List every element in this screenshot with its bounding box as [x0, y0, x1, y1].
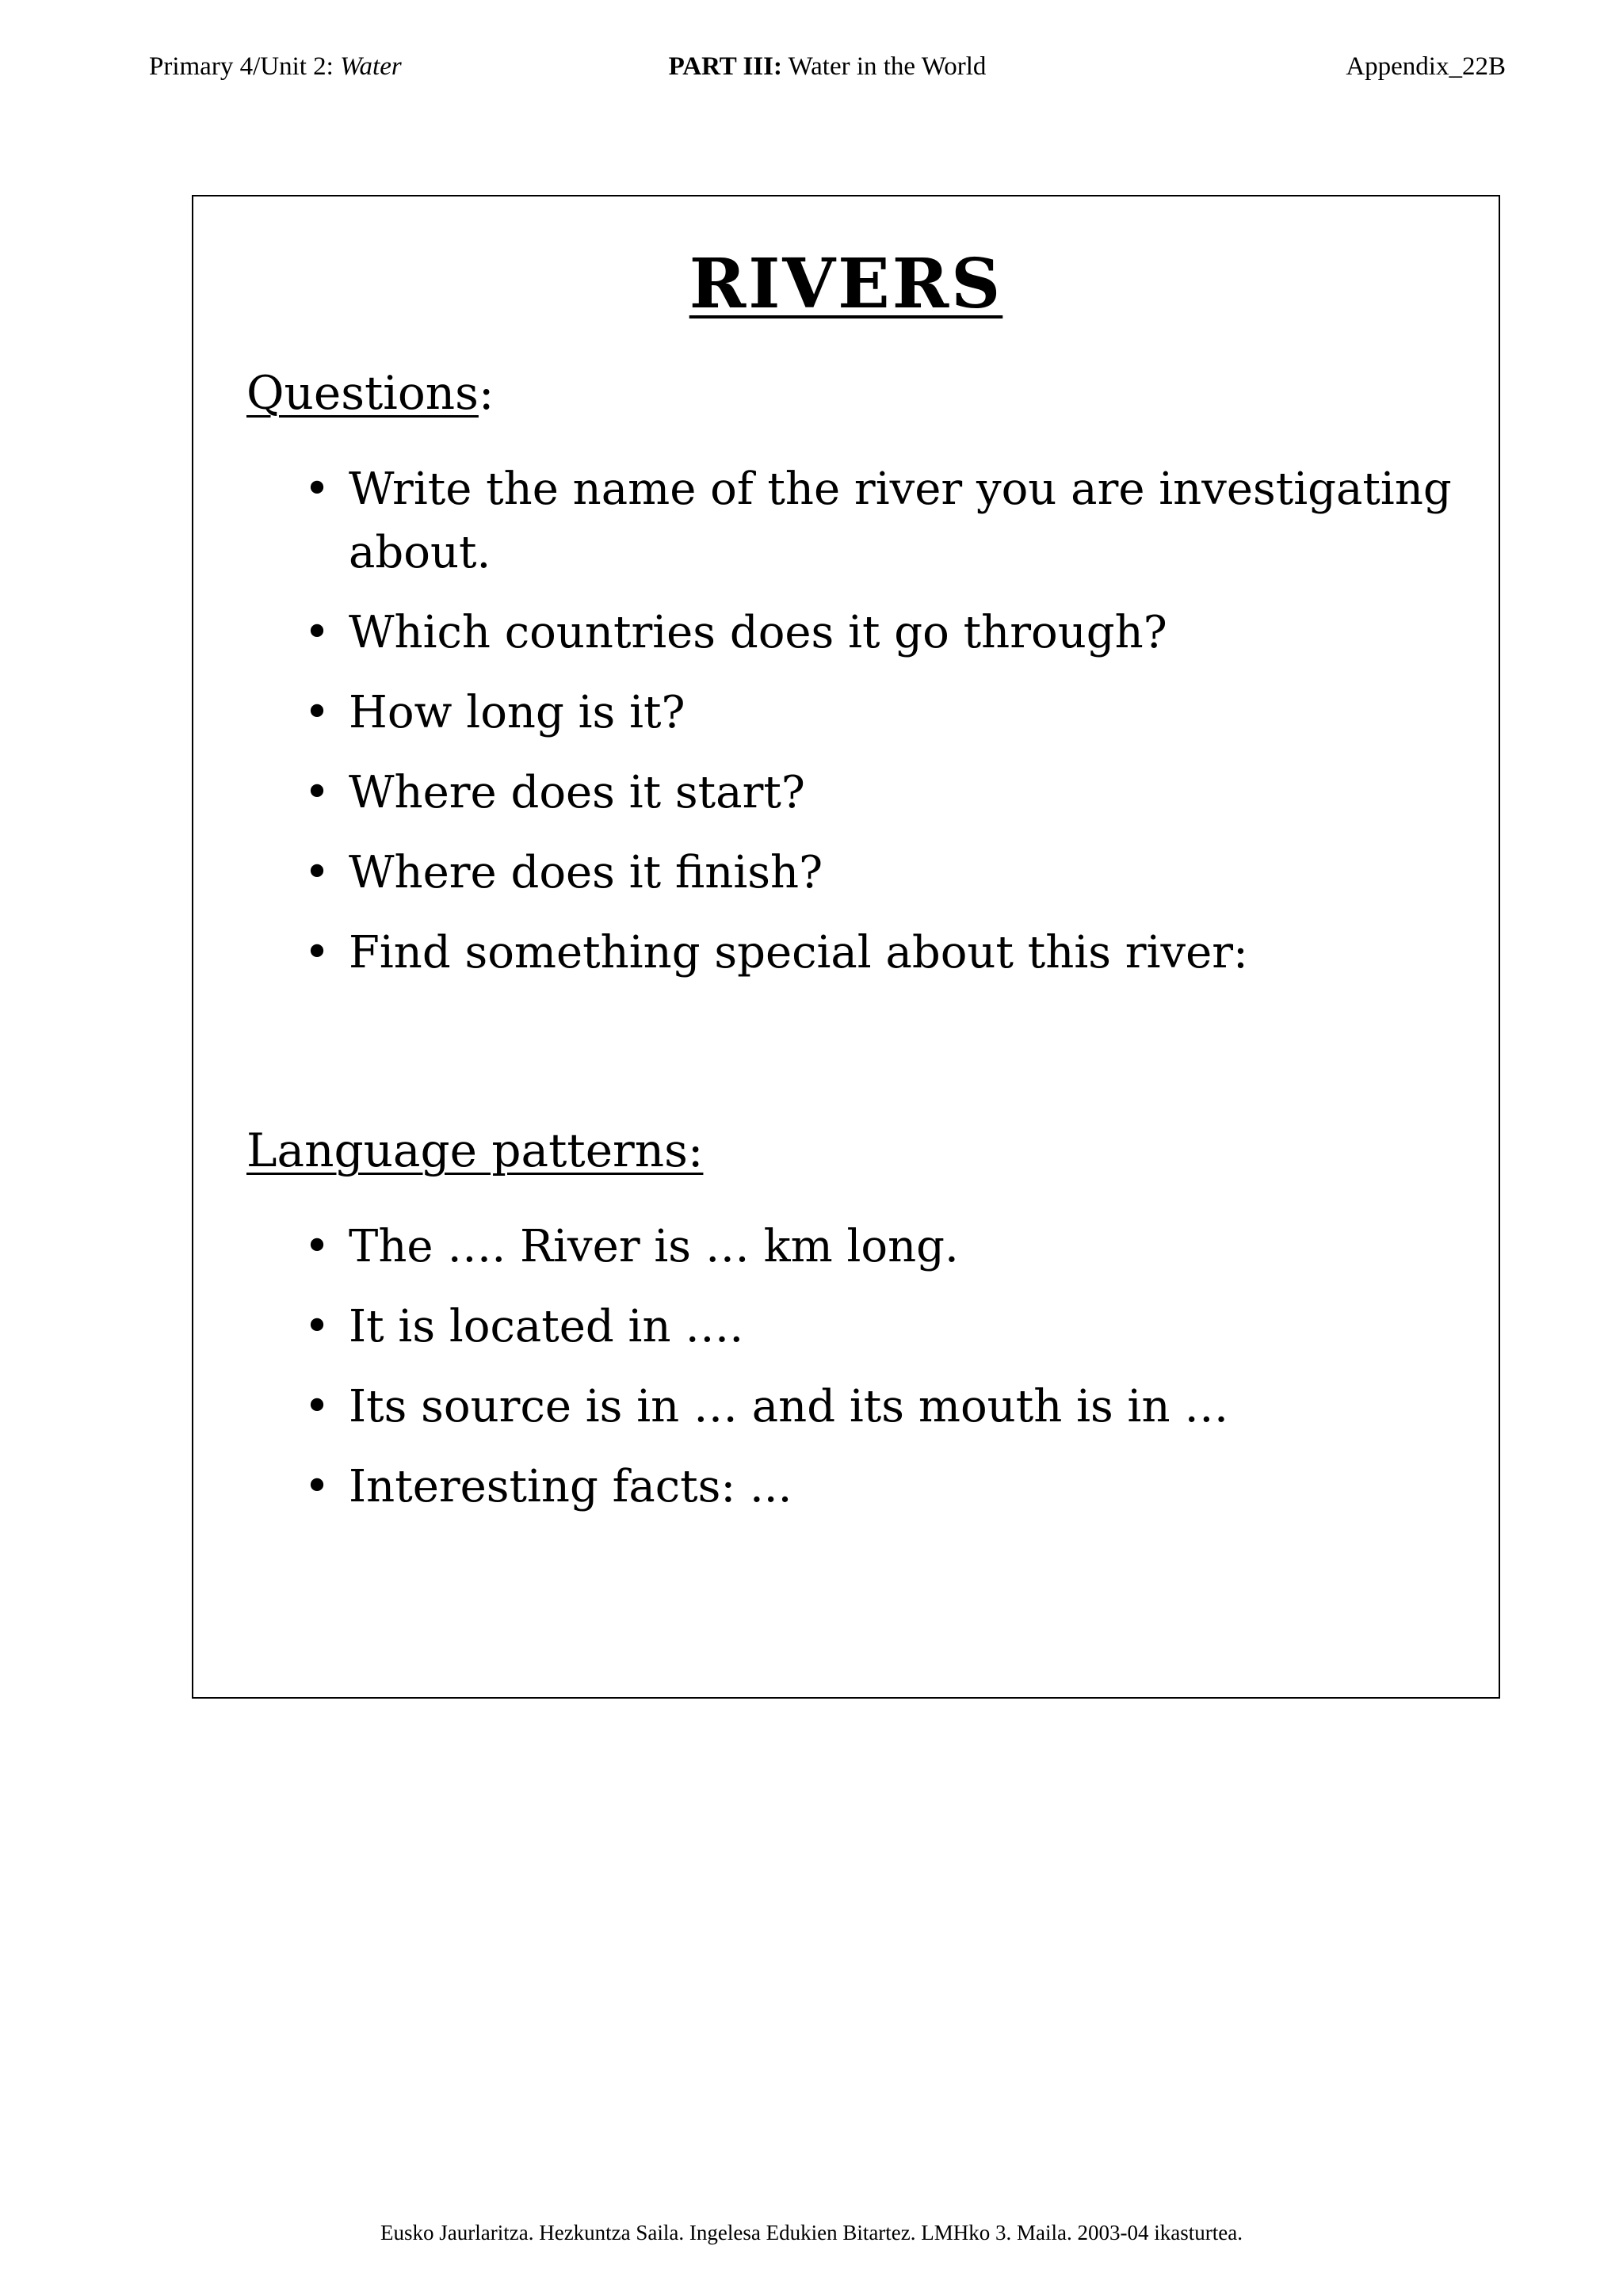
- bullet-icon: •: [304, 927, 330, 978]
- question-item: [193, 458, 1499, 585]
- page-footer: Eusko Jaurlaritza. Hezkuntza Saila. Ingelesa Edukien Bitartez. LMHko 3. Maila. 2003-04 ikasturtea.: [380, 2221, 1243, 2245]
- bullet-icon: •: [304, 463, 330, 515]
- pattern-item: [193, 1455, 1499, 1519]
- bullet-icon: •: [304, 687, 330, 738]
- pattern-text: Interesting facts: ...: [349, 1461, 792, 1512]
- question-item: [193, 761, 1499, 825]
- pattern-item: [193, 1295, 1499, 1359]
- question-text: Which countries does it go through?: [349, 607, 1167, 658]
- worksheet-card: [192, 195, 1500, 1699]
- header-part-number: PART III:: [668, 52, 782, 81]
- question-item: [193, 681, 1499, 745]
- bullet-icon: •: [304, 607, 330, 658]
- header-unit-topic: Water: [340, 52, 402, 81]
- header-part-label: [149, 49, 1506, 84]
- bullet-icon: •: [304, 767, 330, 818]
- question-text: Write the name of the river you are investigating about.: [349, 463, 1452, 578]
- question-item: [193, 921, 1499, 985]
- questions-heading-colon: :: [478, 366, 495, 420]
- question-item: [193, 841, 1499, 905]
- header-part-title: Water in the World: [781, 52, 987, 81]
- question-text: Find something special about this river:: [349, 927, 1248, 978]
- pattern-text: It is located in ….: [349, 1301, 744, 1352]
- pattern-item: [193, 1375, 1499, 1439]
- patterns-list: [193, 1215, 1499, 1535]
- worksheet-title-text: RIVERS: [689, 244, 1003, 324]
- bullet-icon: •: [304, 847, 330, 898]
- question-text: How long is it?: [349, 687, 685, 738]
- bullet-icon: •: [304, 1381, 330, 1432]
- running-header: [149, 49, 1506, 84]
- pattern-item: [193, 1215, 1499, 1279]
- worksheet-title: [193, 241, 1499, 328]
- questions-heading-text: Questions: [246, 366, 479, 420]
- question-text: Where does it finish?: [349, 847, 823, 898]
- question-text: Where does it start?: [349, 767, 805, 818]
- pattern-text: Its source is in … and its mouth is in …: [349, 1381, 1229, 1432]
- header-unit-prefix: Primary 4/Unit 2:: [149, 52, 341, 81]
- bullet-icon: •: [304, 1221, 330, 1272]
- header-appendix-label: Appendix_22B: [1346, 52, 1506, 81]
- questions-list: [193, 458, 1499, 1001]
- patterns-heading: [246, 1119, 703, 1182]
- bullet-icon: •: [304, 1461, 330, 1512]
- pattern-text: The …. River is … km long.: [349, 1221, 959, 1272]
- questions-heading: [246, 361, 494, 425]
- question-item: [193, 601, 1499, 665]
- bullet-icon: •: [304, 1301, 330, 1352]
- patterns-heading-text: Language patterns:: [246, 1123, 704, 1177]
